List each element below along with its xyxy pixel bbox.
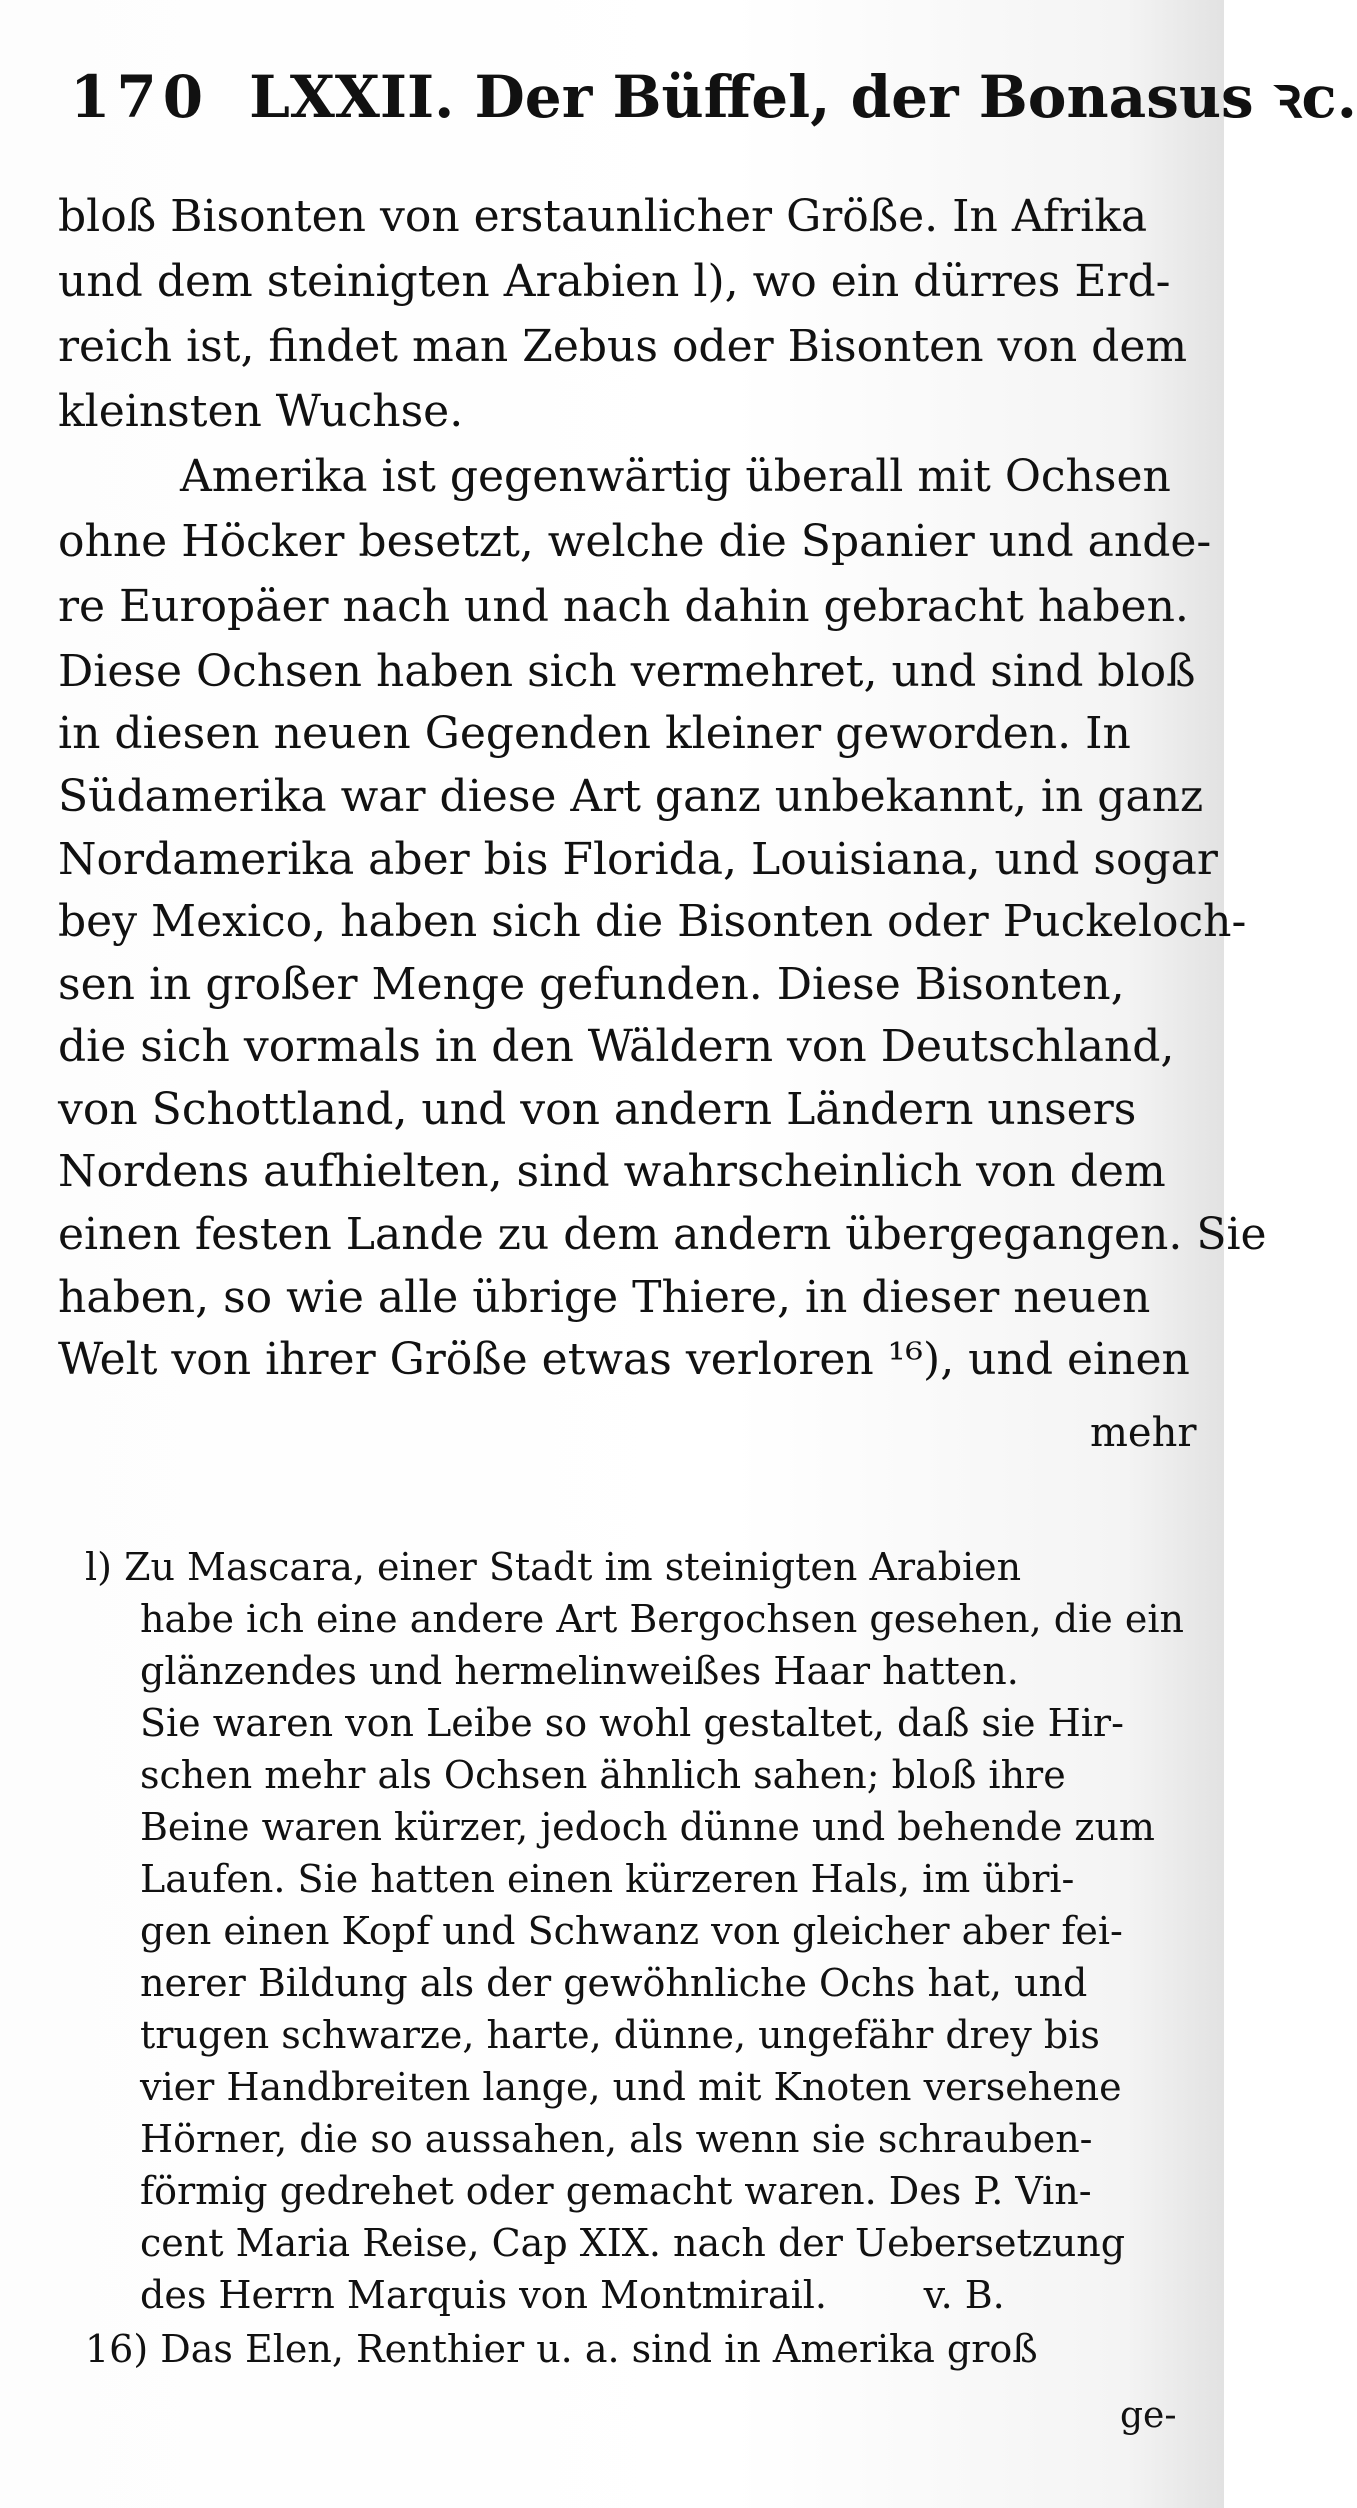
footnote-line: förmig gedrehet oder gemacht waren. Des P. Vin- xyxy=(140,2169,1092,2213)
footnote-first-line xyxy=(85,2327,1180,2371)
footnote-line: cent Maria Reise, Cap XIX. nach der Uebersetzung xyxy=(140,2221,1126,2265)
footnote-first-line xyxy=(85,1545,1180,1589)
footnote-line: Beine waren kürzer, jedoch dünne und behende zum xyxy=(140,1805,1155,1849)
footnote-line: nerer Bildung als der gewöhnliche Ochs hat, und xyxy=(140,1961,1088,2005)
footnote-line: trugen schwarze, harte, dünne, ungefähr drey bis xyxy=(140,2013,1100,2057)
catchword: ge- xyxy=(1120,2395,1177,2436)
page-number: 170 xyxy=(70,63,210,131)
text-line: reich ist, findet man Zebus oder Bisonten von dem xyxy=(58,321,1188,372)
footnote-marker: 16) xyxy=(85,2327,149,2371)
footnote-line: Sie waren von Leibe so wohl gestaltet, daß sie Hir- xyxy=(140,1701,1124,1745)
text-line: ohne Höcker besetzt, welche die Spanier und ande- xyxy=(58,516,1212,567)
footnote-line: des Herrn Marquis von Montmirail. v. B. xyxy=(140,2273,1005,2317)
text-line: haben, so wie alle übrige Thiere, in dieser neuen xyxy=(58,1272,1151,1323)
text-line: bey Mexico, haben sich die Bisonten oder Puckeloch- xyxy=(58,896,1247,947)
text-line: Südamerika war diese Art ganz unbekannt, in ganz xyxy=(58,771,1204,822)
running-header xyxy=(70,55,1357,145)
text-line: von Schottland, und von andern Ländern unsers xyxy=(58,1084,1137,1135)
footnote-line: Laufen. Sie hatten einen kürzeren Hals, im übri- xyxy=(140,1857,1075,1901)
footnote-line: vier Handbreiten lange, und mit Knoten versehene xyxy=(140,2065,1122,2109)
text-line: Amerika ist gegenwärtig überall mit Ochsen xyxy=(180,451,1171,502)
text-line: Diese Ochsen haben sich vermehret, und sind bloß xyxy=(58,646,1196,697)
text-line: bloß Bisonten von erstaunlicher Größe. In Afrika xyxy=(58,191,1148,242)
footnote-text: Das Elen, Renthier u. a. sind in Amerika groß xyxy=(160,2327,1038,2371)
text-line: einen festen Lande zu dem andern übergegangen. Sie xyxy=(58,1209,1267,1260)
footnote-text: Zu Mascara, einer Stadt im steinigten Arabien xyxy=(124,1545,1022,1589)
footnote-line: Hörner, die so aussahen, als wenn sie schrauben- xyxy=(140,2117,1093,2161)
footnote-marker: l) xyxy=(85,1545,112,1589)
text-line: die sich vormals in den Wäldern von Deutschland, xyxy=(58,1021,1175,1072)
text-line: und dem steinigten Arabien l), wo ein dürres Erd- xyxy=(58,256,1171,307)
text-line: Nordamerika aber bis Florida, Louisiana, und sogar xyxy=(58,834,1218,885)
chapter-title: LXXII. Der Büffel, der Bonasus ꝛc. xyxy=(249,63,1357,131)
text-line: in diesen neuen Gegenden kleiner geworden. In xyxy=(58,708,1131,759)
footnote-line: habe ich eine andere Art Bergochsen gesehen, die ein xyxy=(140,1597,1184,1641)
text-line: Nordens aufhielten, sind wahrscheinlich von dem xyxy=(58,1146,1166,1197)
text-line: sen in großer Menge gefunden. Diese Bisonten, xyxy=(58,959,1125,1010)
text-line: kleinsten Wuchse. xyxy=(58,386,464,437)
footnote-line: gen einen Kopf und Schwanz von gleicher aber fei- xyxy=(140,1909,1123,1953)
text-line: Welt von ihrer Größe etwas verloren ¹⁶), und einen xyxy=(58,1334,1190,1385)
catchword: mehr xyxy=(1090,1410,1197,1456)
footnote-line: glänzendes und hermelinweißes Haar hatten. xyxy=(140,1649,1019,1693)
footnote-line: schen mehr als Ochsen ähnlich sahen; bloß ihre xyxy=(140,1753,1066,1797)
text-line: re Europäer nach und nach dahin gebracht haben. xyxy=(58,581,1189,632)
